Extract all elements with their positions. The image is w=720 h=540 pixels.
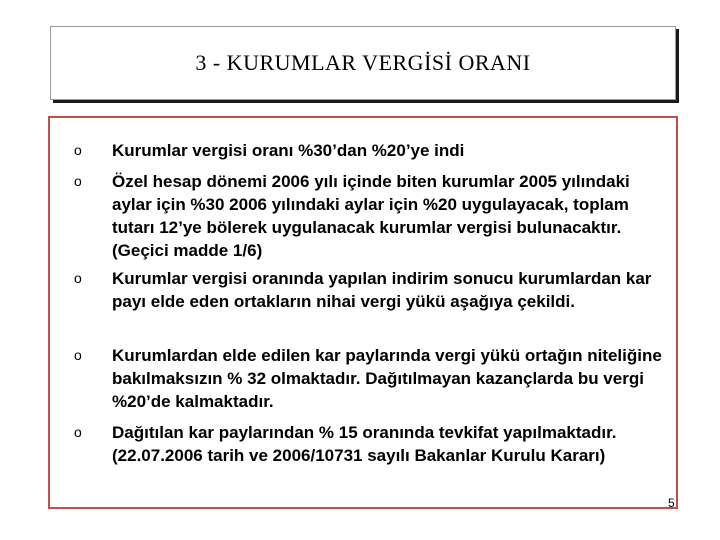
bullet-marker: o	[74, 173, 82, 189]
page-number: 5	[668, 496, 675, 510]
bullet-text: Dağıtılan kar paylarından % 15 oranında tevkifat yapılmaktadır. (22.07.2006 tarih ve 2006/10731 sayılı Bakanlar Kurulu Kararı)	[112, 423, 617, 465]
bullet-marker: o	[74, 270, 82, 286]
bullet-text: Kurumlar vergisi oranında yapılan indirim sonucu kurumlardan kar payı elde eden ortakların nihai vergi yükü aşağıya çekildi.	[112, 269, 652, 311]
content-box	[48, 116, 678, 509]
bullet-marker: o	[74, 347, 82, 363]
bullet-marker: o	[74, 424, 82, 440]
slide-title-box	[50, 26, 676, 100]
bullet-text: Özel hesap dönemi 2006 yılı içinde biten kurumlar 2005 yılındaki aylar için %30 2006 yılındaki aylar için %20 uygulayacak, toplam tutarı 12’ye bölerek uygulanacak kurumlar vergisi bulunacaktır. (Geçici madde 1/6)	[112, 172, 630, 260]
slide-title: 3 - KURUMLAR VERGİSİ ORANI	[195, 50, 531, 75]
bullet-text: Kurumlar vergisi oranı %30’dan %20’ye indi	[112, 141, 465, 160]
bullet-marker: o	[74, 142, 82, 158]
bullet-text: Kurumlardan elde edilen kar paylarında vergi yükü ortağın niteliğine bakılmaksızın % 32 olmaktadır. Dağıtılmayan kazançlarda bu vergi %20’de kalmaktadır.	[112, 346, 662, 411]
